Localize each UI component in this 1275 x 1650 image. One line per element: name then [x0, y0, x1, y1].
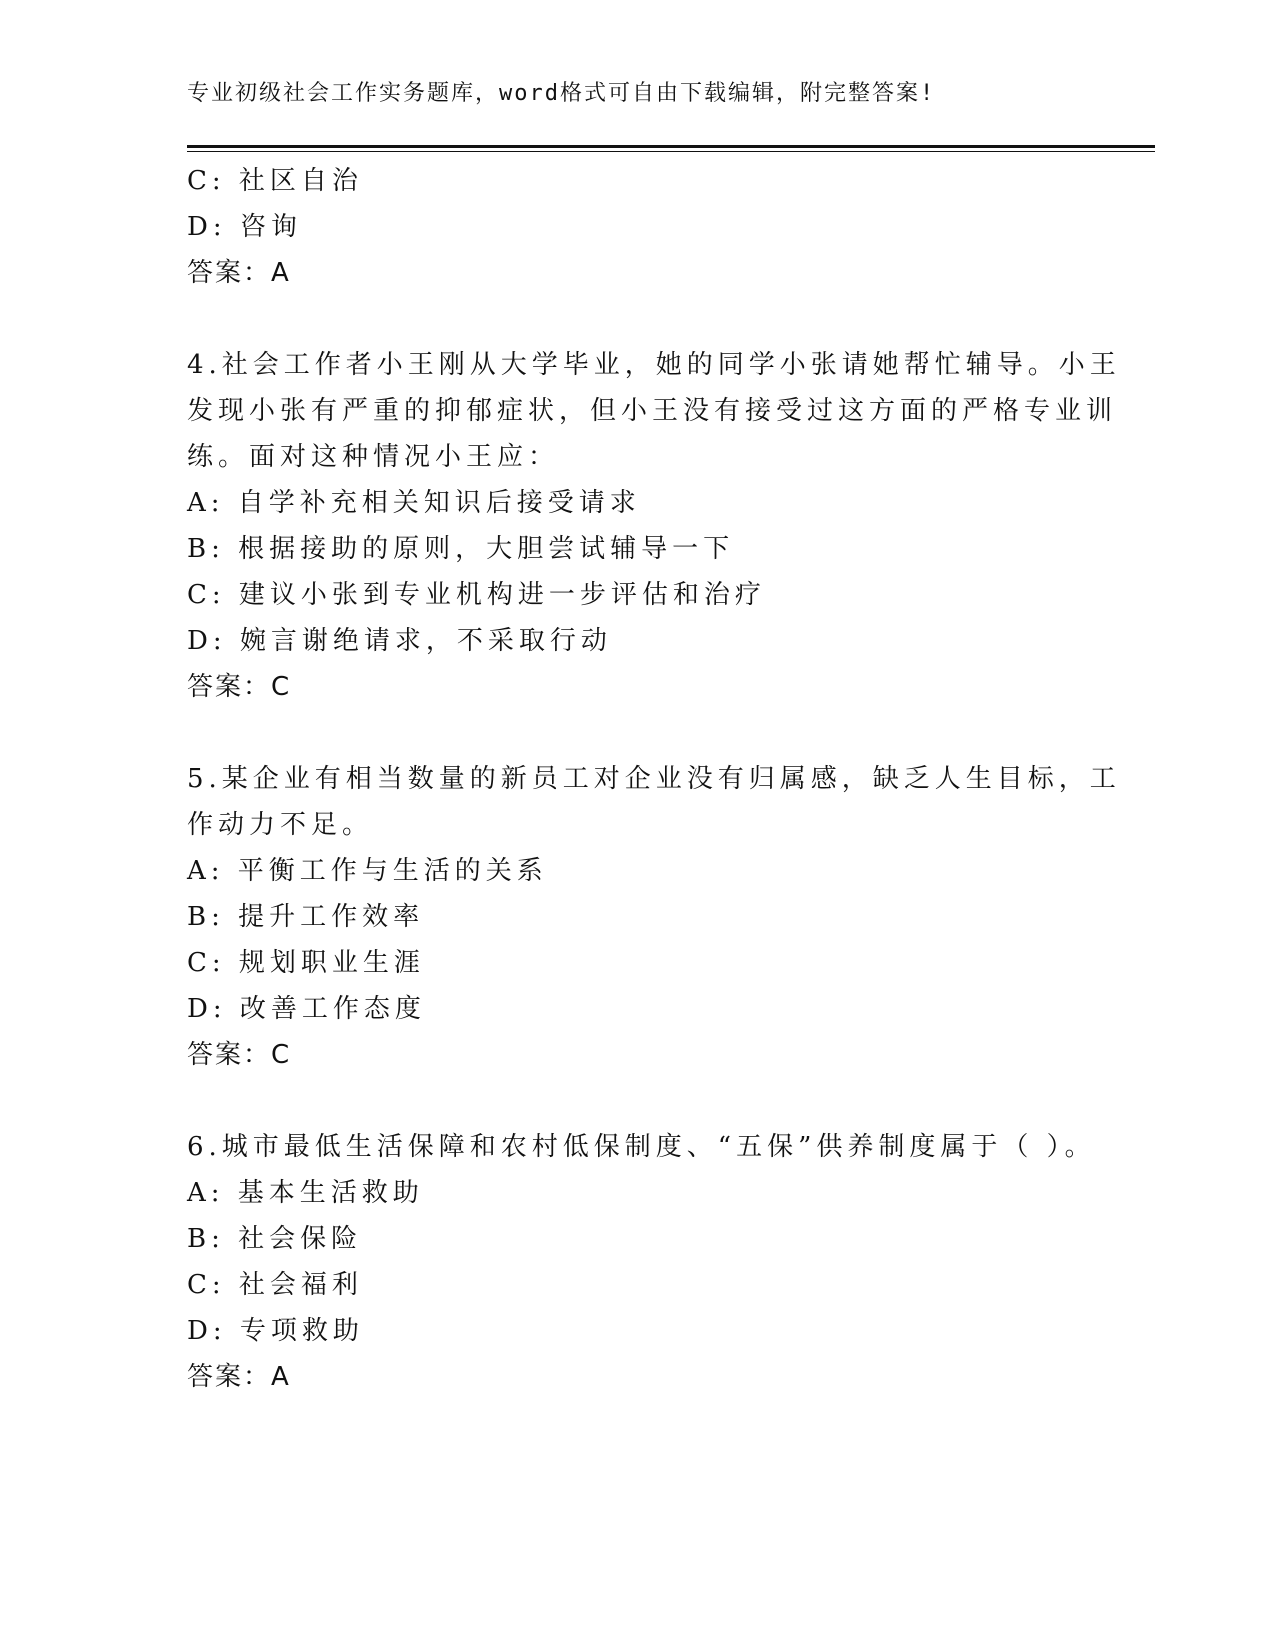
answer-line: 答案：A	[187, 1362, 291, 1392]
option-c: C: 规划职业生涯	[187, 948, 425, 978]
option-d: D: 专项救助	[187, 1316, 364, 1346]
question-text-line: 作动力不足。	[187, 810, 374, 840]
question-block	[187, 756, 1121, 1078]
page-header: 专业初级社会工作实务题库，word格式可自由下载编辑，附完整答案!	[187, 81, 936, 106]
answer-line: 答案：C	[187, 1040, 292, 1070]
option-b: B: 社会保险	[187, 1224, 363, 1254]
option-a: A: 平衡工作与生活的关系	[187, 856, 548, 886]
carryover-block	[187, 158, 1067, 296]
option-a: A: 自学补充相关知识后接受请求	[187, 488, 641, 518]
answer-line: 答案：A	[187, 258, 291, 288]
question-text-line: 6.城市最低生活保障和农村低保制度、“五保”供养制度属于（ ）。	[187, 1132, 1096, 1162]
option-b: B: 提升工作效率	[187, 902, 425, 932]
question-text-line: 练。面对这种情况小王应：	[187, 442, 560, 472]
option-c: C: 社会福利	[187, 1270, 363, 1300]
option-c: C: 建议小张到专业机构进一步评估和治疗	[187, 580, 766, 610]
answer-line: 答案：C	[187, 672, 292, 702]
document-content	[187, 158, 1121, 1400]
header-rule-thin	[187, 151, 1155, 152]
option-d: D: 改善工作态度	[187, 994, 426, 1024]
question-text-line: 5.某企业有相当数量的新员工对企业没有归属感，缺乏人生目标，工	[187, 764, 1121, 794]
question-block	[187, 342, 1121, 710]
question-block	[187, 1124, 1096, 1400]
question-text-line: 4.社会工作者小王刚从大学毕业，她的同学小张请她帮忙辅导。小王	[187, 350, 1121, 380]
option-d: D: 婉言谢绝请求，不采取行动	[187, 626, 612, 656]
option-a: A: 基本生活救助	[187, 1178, 424, 1208]
question-text-line: 发现小张有严重的抑郁症状，但小王没有接受过这方面的严格专业训	[187, 396, 1118, 426]
option-c: C: 社区自治	[187, 166, 363, 196]
header-rule-thick	[187, 145, 1155, 148]
option-b: B: 根据接助的原则，大胆尝试辅导一下	[187, 534, 735, 564]
option-d: D: 咨询	[187, 212, 302, 242]
